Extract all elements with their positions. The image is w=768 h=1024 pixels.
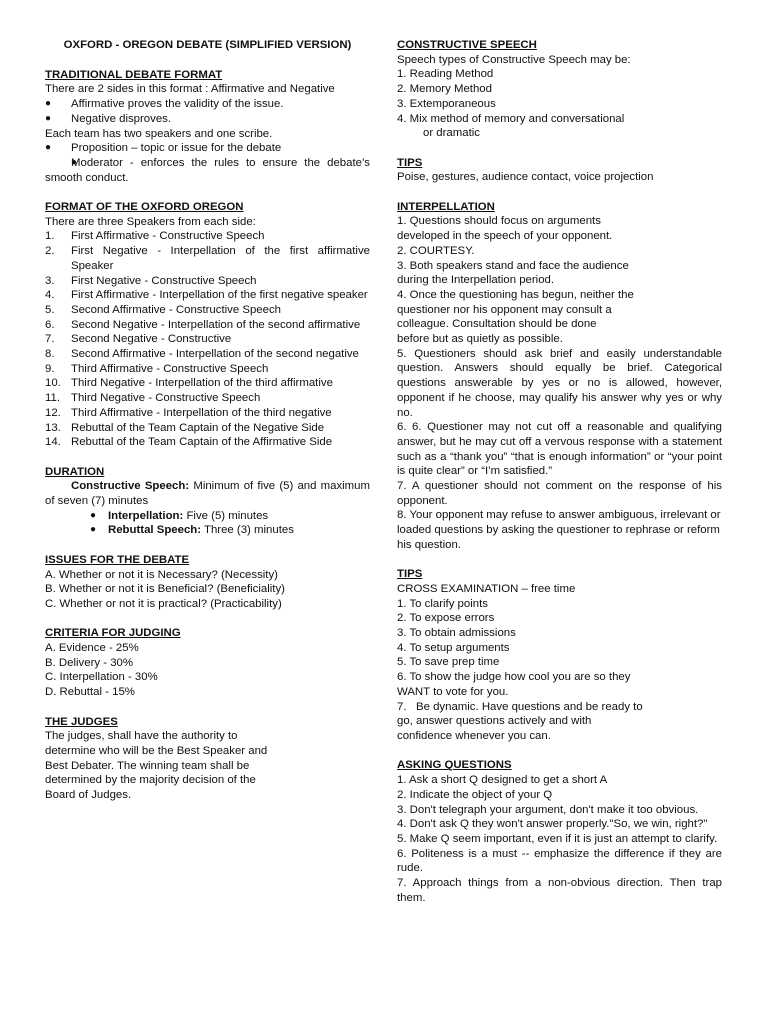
traditional-bullets-2 [45,141,370,185]
judges-line: determined by the majority decision of the [45,774,256,787]
tips2-line: WANT to vote for you. [397,685,509,698]
tips2-heading: TIPS [397,568,423,581]
traditional-intro: There are 2 sides in this format : Affirmative and Negative [45,83,335,96]
tips-text: Poise, gestures, audience contact, voice projection [397,171,654,184]
list-item: 10. Third Negative - Interpellation of the third affirmative [45,377,333,390]
issues-heading: ISSUES FOR THE DEBATE [45,553,190,566]
criteria-line: B. Delivery - 30% [45,656,133,669]
asking-p3: 3. Don't telegraph your argument, don't make it too obvious. [397,803,699,816]
asking-p5: 5. Make Q seem important, even if it is just an attempt to clarify. [397,832,718,845]
tips2-line: 4. To setup arguments [397,641,510,654]
interpellation-line: during the Interpellation period. [397,274,555,287]
format-intro: There are three Speakers from each side: [45,215,256,228]
interpellation-line: colleague. Consultation should be done [397,318,597,331]
interpellation-p5: 5. Questioners should ask brief and easily understandable question. Answers should equally be brief. Categorical questions answerable by yes or no is allowed, however, opponent if he choose, may qualify his answer why yes or why no. [397,347,722,419]
tips2-line: go, answer questions actively and with [397,715,592,728]
constructive-intro: Speech types of Constructive Speech may be: [397,53,631,66]
left-column [45,38,370,803]
constructive-cont: or dramatic [423,127,480,140]
tips2-line: CROSS EXAMINATION – free time [397,582,576,595]
right-column [397,38,722,905]
interpellation-line: 3. Both speakers stand and face the audience [397,259,629,272]
criteria-heading: CRITERIA FOR JUDGING [45,627,181,640]
interpellation-line: developed in the speech of your opponent. [397,230,613,243]
tips2-line: 6. To show the judge how cool you are so they [397,671,631,684]
list-item: 13. Rebuttal of the Team Captain of the Negative Side [45,421,325,434]
list-item: 2. First Negative - Interpellation of the first affirmative Speaker [45,245,370,272]
asking-line: 1. Ask a short Q designed to get a short A [397,774,608,787]
constructive-line: 2. Memory Method [397,83,492,96]
format-heading: FORMAT OF THE OXFORD OREGON [45,201,244,214]
list-item: 6. Second Negative - Interpellation of the second affirmative [45,318,361,331]
duration-list [45,509,370,538]
tips2-line: 1. To clarify points [397,597,488,610]
list-item: 8. Second Affirmative - Interpellation of the second negative [45,348,359,361]
constructive-line: 4. Mix method of memory and conversational [397,112,625,125]
list-item: 7. Second Negative - Constructive [45,333,232,346]
list-item: 11. Third Negative - Constructive Speech [45,392,261,405]
list-item: 12. Third Affirmative - Interpellation of the third negative [45,406,332,419]
asking-p4: 4. Don't ask Q they won't answer properly."So, we win, right?" [397,818,708,831]
judges-line: Board of Judges. [45,789,132,802]
asking-line: 2. Indicate the object of your Q [397,788,553,801]
issues-line: A. Whether or not it is Necessary? (Necessity) [45,568,278,581]
interpellation-line: 2. COURTESY. [397,244,475,257]
list-item: 5. Second Affirmative - Constructive Speech [45,303,281,316]
list-item: ● Rebuttal Speech: Three (3) minutes [90,523,370,538]
interpellation-p8: 8. Your opponent may refuse to answer ambiguous, irrelevant or loaded questions by asking the questioner to rephrase or reform his question. [397,509,721,551]
tips2-line: 3. To obtain admissions [397,627,516,640]
document-title: OXFORD - OREGON DEBATE (SIMPLIFIED VERSION) [63,39,352,51]
tips2-line: 2. To expose errors [397,612,495,625]
interpellation-line: 1. Questions should focus on arguments [397,215,601,228]
format-list [45,229,370,450]
asking-heading: ASKING QUESTIONS [397,759,512,772]
traditional-mid: Each team has two speakers and one scribe. [45,127,273,140]
judges-heading: THE JUDGES [45,715,118,728]
criteria-line: A. Evidence - 25% [45,642,139,655]
judges-line: Best Debater. The winning team shall be [45,759,250,772]
asking-p7: 7. Approach things from a non-obvious direction. Then trap them. [397,877,722,904]
judges-line: determine who will be the Best Speaker and [45,744,268,757]
bullet-item: ● Moderator - enforces the rules to ensure the debate’s smooth conduct. [45,156,370,185]
interpellation-p7: 7. A questioner should not comment on the response of his opponent. [397,480,722,507]
asking-p6: 6. Politeness is a must -- emphasize the difference if they are rude. [397,847,722,875]
bullet-item: ● Affirmative proves the validity of the issue. [45,97,370,112]
list-item: ● Interpellation: Five (5) minutes [90,509,370,524]
list-item: 9. Third Affirmative - Constructive Speech [45,362,269,375]
list-item: 14. Rebuttal of the Team Captain of the Affirmative Side [45,436,333,449]
bullet-item: ● Proposition – topic or issue for the debate [45,141,370,156]
bullet-item: ● Negative disproves. [45,112,370,127]
constructive-line: 3. Extemporaneous [397,97,496,110]
list-item: 4. First Affirmative - Interpellation of the first negative speaker [45,289,368,302]
interpellation-line: questioner nor his opponent may consult a [397,303,612,316]
duration-heading: DURATION [45,465,105,478]
judges-line: The judges, shall have the authority to [45,730,238,743]
interpellation-p6: 6. 6. Questioner may not cut off a reasonable and qualifying answer, but he may cut off a vervous response with a statement such as a “thank you” “that is enough information” or “your point is quite clear” or “I’m satisfied.” [397,421,722,478]
issues-line: B. Whether or not it is Beneficial? (Beneficiality) [45,583,285,596]
interpellation-line: before but as quietly as possible. [397,333,563,346]
interpellation-heading: INTERPELLATION [397,200,495,213]
tips2-line: 5. To save prep time [397,656,500,669]
tips2-line: 7. Be dynamic. Have questions and be ready to [397,700,643,713]
constructive-heading: CONSTRUCTIVE SPEECH [397,39,537,51]
list-item: 1. First Affirmative - Constructive Speech [45,230,265,243]
issues-line: C. Whether or not it is practical? (Practicability) [45,597,282,610]
duration-constructive: Constructive Speech: Minimum of five (5) and maximum of seven (7) minutes [45,480,370,508]
traditional-bullets [45,97,370,126]
list-item: 3. First Negative - Constructive Speech [45,274,257,287]
criteria-line: C. Interpellation - 30% [45,671,158,684]
criteria-line: D. Rebuttal - 15% [45,686,135,699]
tips2-line: confidence whenever you can. [397,730,551,742]
constructive-line: 1. Reading Method [397,68,494,81]
tips-heading: TIPS [397,156,423,169]
interpellation-line: 4. Once the questioning has begun, neither the [397,288,634,301]
traditional-heading: TRADITIONAL DEBATE FORMAT [45,68,223,81]
